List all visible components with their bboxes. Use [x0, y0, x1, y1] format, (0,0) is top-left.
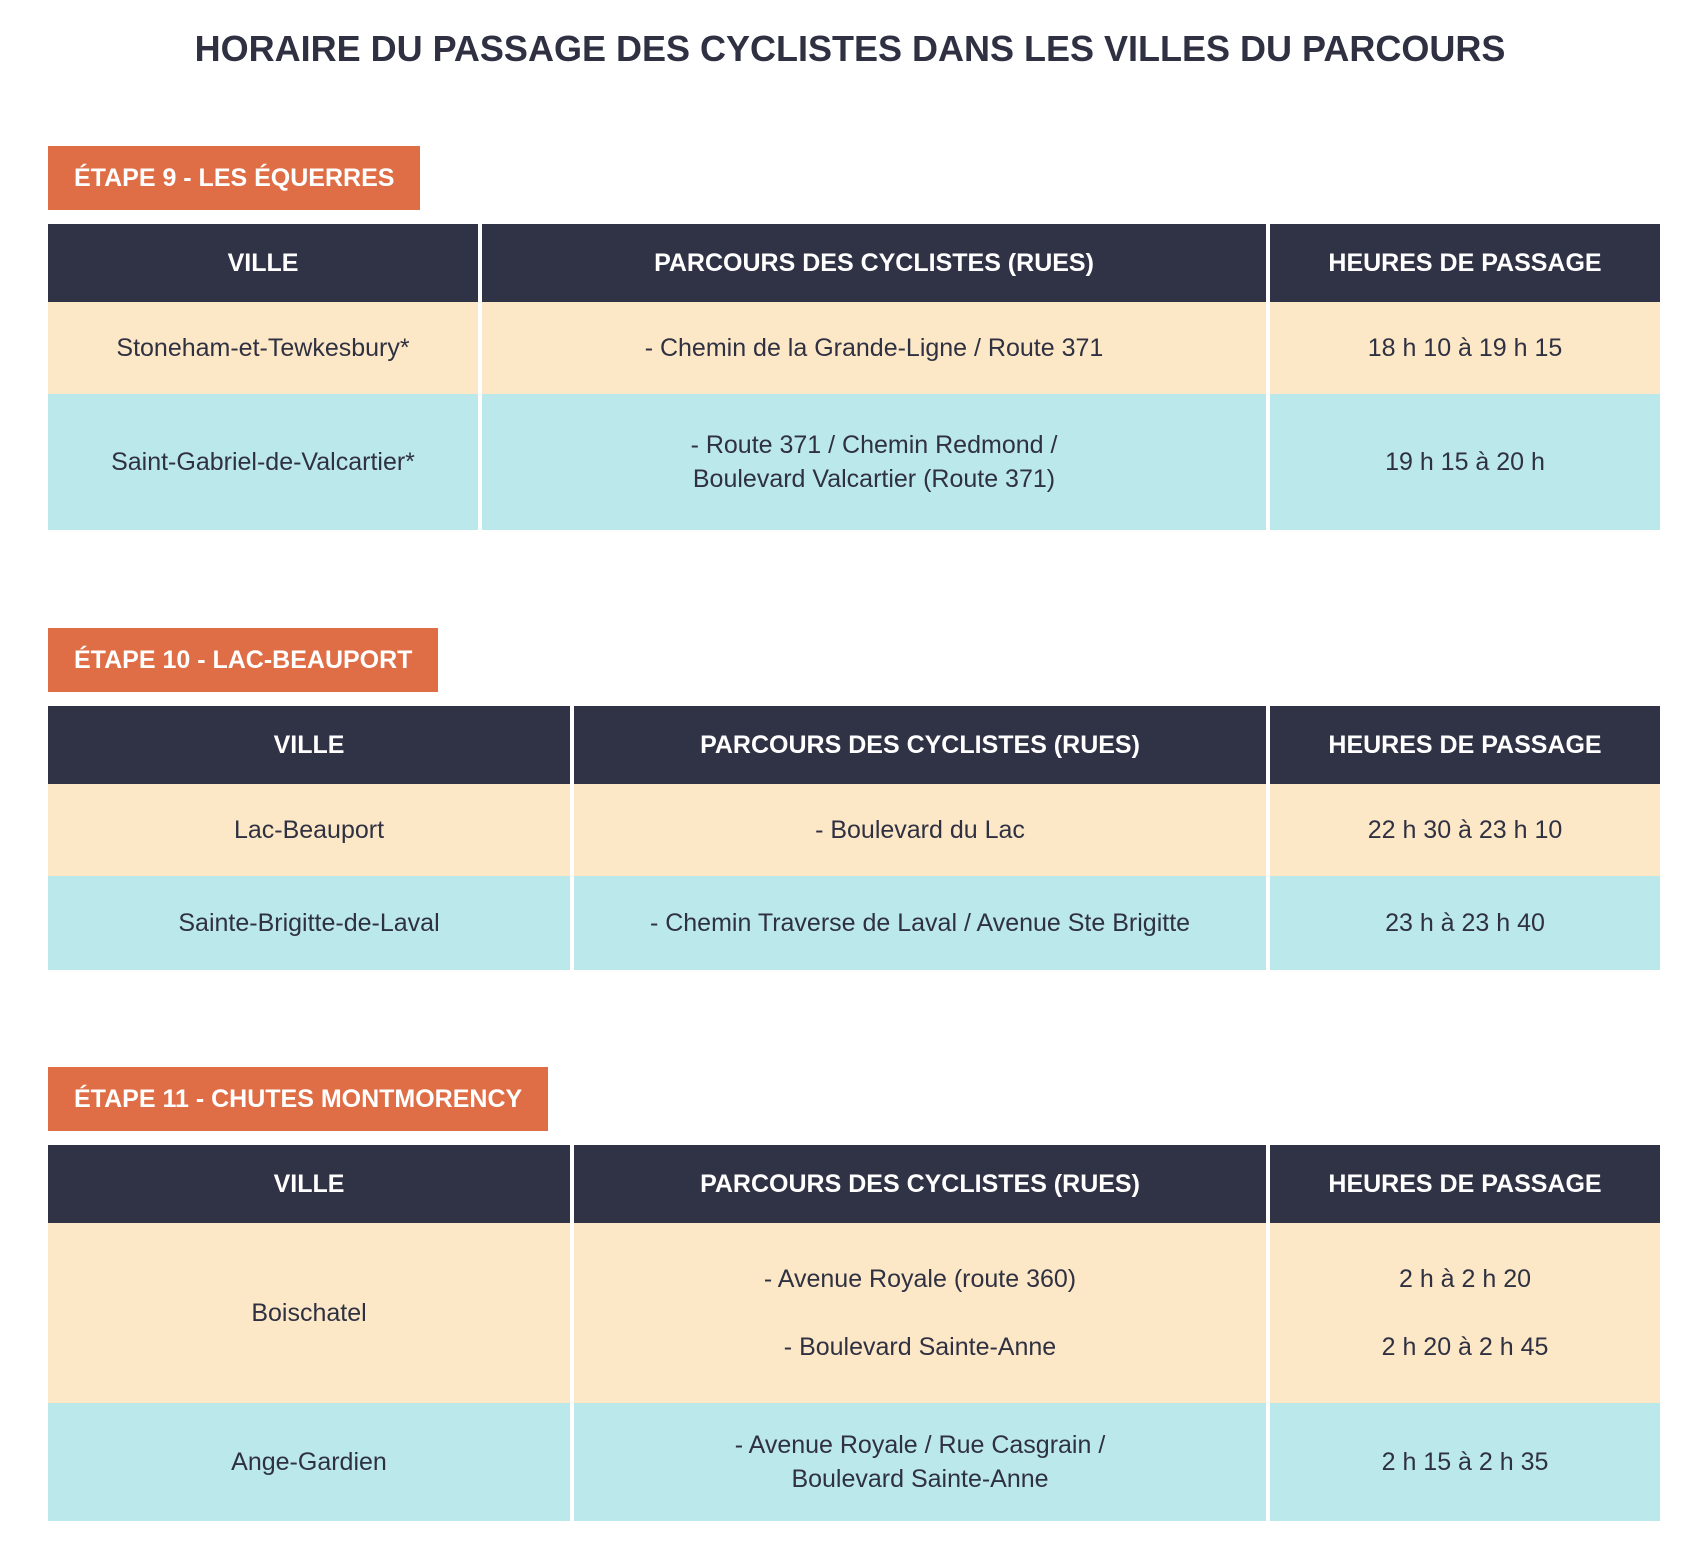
heures-cell — [1270, 1403, 1660, 1521]
stage-9-tag: ÉTAPE 9 - LES ÉQUERRES — [48, 146, 420, 210]
parcours-cell — [482, 302, 1270, 394]
stage-9-table — [48, 224, 1660, 530]
heures-line: 22 h 30 à 23 h 10 — [1367, 816, 1563, 844]
ville-cell: Sainte-Brigitte-de-Laval — [48, 876, 574, 970]
table-header-row — [48, 224, 1660, 302]
line-gap — [1280, 1296, 1650, 1330]
heures-line: 2 h 15 à 2 h 35 — [1381, 1448, 1549, 1476]
ville-cell: Ange-Gardien — [48, 1403, 574, 1521]
ville-cell: Boischatel — [48, 1223, 574, 1403]
parcours-line: - Avenue Royale (route 360) — [763, 1265, 1077, 1293]
stage-9-section — [48, 146, 1660, 530]
stage-10-tag: ÉTAPE 10 - LAC-BEAUPORT — [48, 628, 438, 692]
heures-line: 23 h à 23 h 40 — [1385, 909, 1545, 937]
parcours-line: - Route 371 / Chemin Redmond / — [690, 431, 1058, 459]
column-header-parcours: PARCOURS DES CYCLISTES (RUES) — [482, 224, 1270, 302]
ville-cell: Stoneham-et-Tewkesbury* — [48, 302, 482, 394]
parcours-line: - Chemin de la Grande-Ligne / Route 371 — [644, 334, 1104, 362]
table-header-row — [48, 1145, 1660, 1223]
column-header-heures: HEURES DE PASSAGE — [1270, 1145, 1660, 1223]
stage-10-section — [48, 628, 1660, 970]
parcours-cell — [574, 1403, 1270, 1521]
heures-line: 18 h 10 à 19 h 15 — [1367, 334, 1563, 362]
parcours-line: Boulevard Sainte-Anne — [791, 1465, 1049, 1493]
table-row — [48, 394, 1660, 530]
stage-10-table — [48, 706, 1660, 970]
column-header-ville: VILLE — [48, 224, 482, 302]
table-row — [48, 1403, 1660, 1521]
heures-cell — [1270, 784, 1660, 876]
heures-cell — [1270, 302, 1660, 394]
stage-11-section — [48, 1067, 1660, 1521]
parcours-cell — [574, 1223, 1270, 1403]
parcours-line: Boulevard Valcartier (Route 371) — [692, 465, 1056, 493]
column-header-parcours: PARCOURS DES CYCLISTES (RUES) — [574, 706, 1270, 784]
table-header-row — [48, 706, 1660, 784]
page-title: HORAIRE DU PASSAGE DES CYCLISTES DANS LES VILLES DU PARCOURS — [194, 28, 1506, 69]
parcours-cell — [482, 394, 1270, 530]
column-header-heures: HEURES DE PASSAGE — [1270, 706, 1660, 784]
table-row — [48, 302, 1660, 394]
parcours-line: - Avenue Royale / Rue Casgrain / — [734, 1431, 1106, 1459]
parcours-line: - Chemin Traverse de Laval / Avenue Ste Brigitte — [649, 909, 1191, 937]
ville-cell: Lac-Beauport — [48, 784, 574, 876]
parcours-cell — [574, 784, 1270, 876]
heures-cell — [1270, 394, 1660, 530]
column-header-ville: VILLE — [48, 1145, 574, 1223]
table-row — [48, 876, 1660, 970]
heures-line: 2 h 20 à 2 h 45 — [1381, 1333, 1549, 1361]
parcours-cell — [574, 876, 1270, 970]
column-header-heures: HEURES DE PASSAGE — [1270, 224, 1660, 302]
heures-cell — [1270, 1223, 1660, 1403]
ville-cell: Saint-Gabriel-de-Valcartier* — [48, 394, 482, 530]
heures-cell — [1270, 876, 1660, 970]
table-row — [48, 784, 1660, 876]
parcours-line: - Boulevard Sainte-Anne — [783, 1333, 1057, 1361]
stage-11-tag: ÉTAPE 11 - CHUTES MONTMORENCY — [48, 1067, 548, 1131]
line-gap — [584, 1296, 1256, 1330]
heures-line: 2 h à 2 h 20 — [1398, 1265, 1532, 1293]
heures-line: 19 h 15 à 20 h — [1385, 448, 1545, 476]
column-header-ville: VILLE — [48, 706, 574, 784]
table-row — [48, 1223, 1660, 1403]
column-header-parcours: PARCOURS DES CYCLISTES (RUES) — [574, 1145, 1270, 1223]
stage-11-table — [48, 1145, 1660, 1521]
parcours-line: - Boulevard du Lac — [815, 816, 1025, 844]
